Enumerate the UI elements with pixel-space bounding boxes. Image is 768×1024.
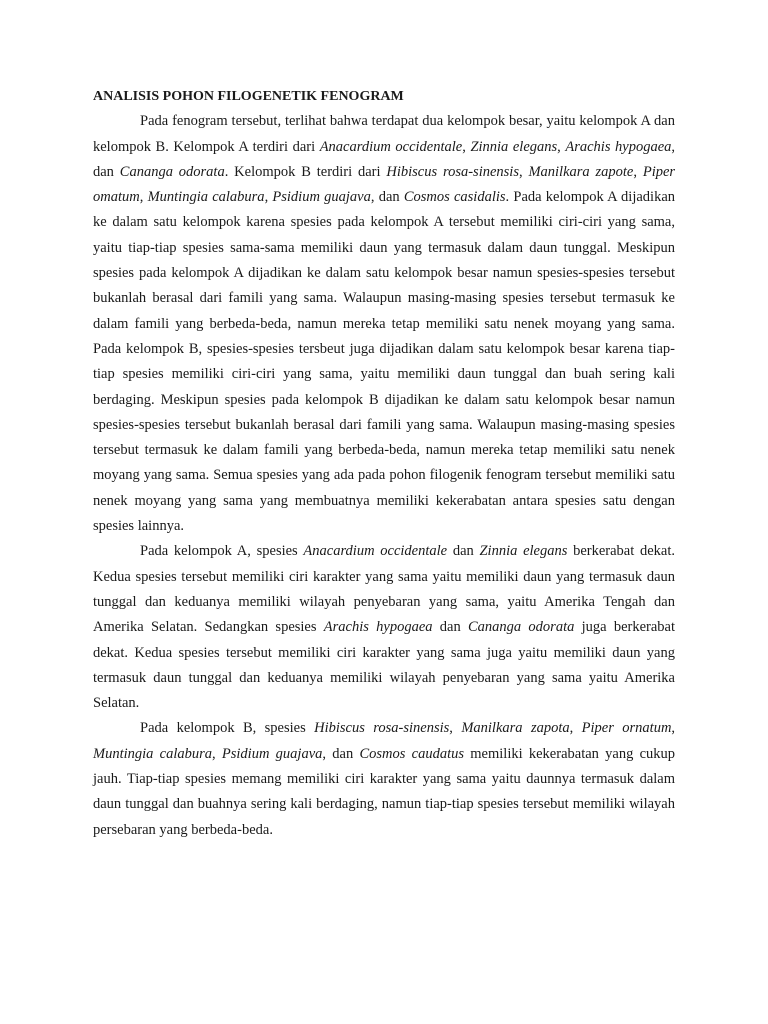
paragraph-text: ,	[139, 189, 148, 206]
species-name: Anacardium occidentale	[319, 138, 463, 155]
species-name: Cosmos casidalis	[403, 189, 506, 206]
paragraph-text: ,	[557, 138, 566, 155]
paragraph-text: . Pada kelompok A dijadikan ke dalam satu kelompok karena spesies pada kelompok A tersebut memiliki ciri-ciri yang sama, yaitu tiap-tiap spesies sama-sama memiliki daun yang termasuk dalam daun tunggal. Meskipun spesies pada kelompok A dijadikan ke dalam satu kelompok besar namun spesies-spesies tersebut bukanlah berasal dari famili yang sama. Walaupun masing-masing spesies tersebut termasuk ke dalam famili yang berbeda-beda, namun mereka tetap memiliki satu nenek moyang yang sama. Pada kelompok B, spesies-spesies tersbeut juga dijadikan dalam satu kelompok besar karena tiap-tiap spesies memiliki ciri-ciri yang sama, yaitu memiliki daun tunggal dan buah sering kali berdaging. Meskipun spesies pada kelompok B dijadikan ke dalam satu kelompok besar namun spesies-spesies tersebut bukanlah berasal dari famili yang sama. Walaupun masing-masing spesies tersebut termasuk ke dalam famili yang berbeda-beda, namun mereka tetap memiliki satu nenek moyang yang sama. Semua spesies yang ada pada pohon filogenik fenogram tersebut memiliki satu nenek moyang yang sama yang membuatnya memiliki kekerabatan antara spesies satu dengan spesies lainnya.	[93, 189, 676, 535]
species-name: Cosmos caudatus	[359, 745, 465, 762]
species-name: Anacardium occidentale	[303, 543, 448, 560]
paragraph-text: , dan	[93, 138, 676, 180]
paragraph-text: , dan	[370, 189, 404, 206]
document-page	[93, 84, 675, 843]
species-name: Arachis hypogaea	[323, 619, 433, 636]
paragraph-text: ,	[633, 163, 643, 180]
species-name: Hibiscus rosa-sinensis	[314, 720, 450, 737]
species-name: Piper ornatum	[581, 720, 672, 737]
species-name: Arachis hypogaea	[565, 138, 672, 155]
paragraph-text: ,	[449, 720, 462, 737]
species-name: Muntingia calabura	[93, 745, 213, 762]
paragraph-text: ,	[518, 163, 529, 180]
species-name: Zinnia elegans	[470, 138, 558, 155]
species-name: Cananga odorata	[119, 163, 225, 180]
paragraph-text: dan	[447, 543, 480, 560]
paragraph-text: ,	[212, 745, 222, 762]
paragraph-text: berkerabat dekat. Kedua spesies tersebut memiliki ciri karakter yang sama yaitu memiliki daun yang termasuk daun tunggal dan keduanya memiliki wilayah penyebaran yang sama, yaitu Amerika Tengah dan Amerika Selatan. Sedangkan spesies	[93, 543, 676, 636]
species-name: Hibiscus rosa-sinensis	[386, 163, 519, 180]
paragraph-text: dan	[432, 619, 468, 636]
paragraph-text: . Kelompok B terdiri dari	[224, 163, 387, 180]
paragraph-text: ,	[462, 138, 471, 155]
paragraph-text: ,	[569, 720, 582, 737]
paragraph-text: memiliki kekerabatan yang cukup jauh. Tiap-tiap spesies memang memiliki ciri karakter yang sama yaitu daunnya termasuk dalam daun tunggal dan buahnya sering kali berdaging, namun tiap-tiap spesies tersebut memiliki wilayah persebaran yang berbeda-beda.	[93, 745, 676, 838]
document-title: ANALISIS POHON FILOGENETIK FENOGRAM	[93, 89, 404, 104]
paragraph-text: Pada kelompok A, spesies	[140, 543, 304, 560]
species-name: Manilkara zapota	[461, 720, 570, 737]
paragraph-text: , dan	[322, 745, 360, 762]
paragraph-text: ,	[264, 189, 273, 206]
species-name: Zinnia elegans	[479, 543, 568, 560]
body-paragraph	[93, 109, 675, 539]
paragraph-text: juga berkerabat dekat. Kedua spesies tersebut memiliki ciri karakter yang sama juga yaitu memiliki daun yang termasuk daun tunggal dan keduanya memiliki wilayah penyebaran yang sama yaitu Amerika Selatan.	[93, 619, 676, 712]
species-name: Cananga odorata	[468, 619, 575, 636]
document-body	[93, 109, 675, 843]
body-paragraph	[93, 539, 675, 716]
body-paragraph	[93, 716, 675, 842]
species-name: Piper omatum	[93, 163, 676, 206]
species-name: Manilkara zapote	[528, 163, 634, 180]
species-name: Psidium guajava	[272, 189, 371, 206]
paragraph-text: ,	[671, 720, 676, 737]
paragraph-text: Pada fenogram tersebut, terlihat bahwa terdapat dua kelompok besar, yaitu kelompok A dan kelompok B. Kelompok A terdiri dari	[93, 113, 675, 155]
species-name: Muntingia calabura	[147, 189, 265, 206]
species-name: Psidium guajava	[221, 745, 323, 762]
paragraph-text: Pada kelompok B, spesies	[140, 720, 315, 737]
